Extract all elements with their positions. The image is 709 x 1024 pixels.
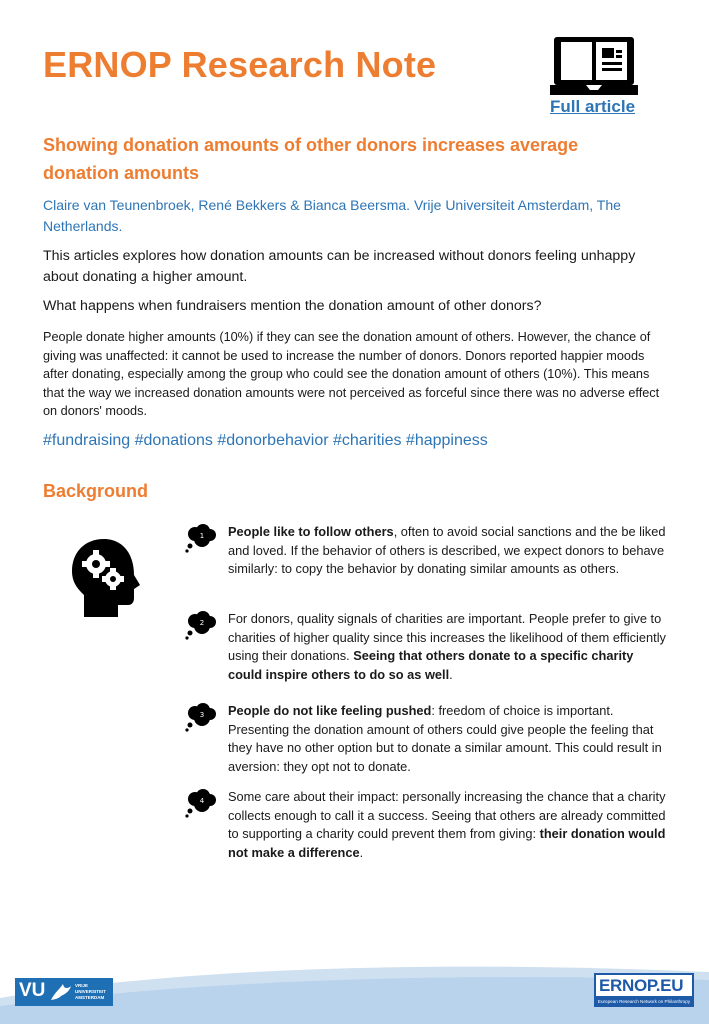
bubble-number: 2 bbox=[199, 619, 205, 627]
vu-logo[interactable]: VU VRIJE UNIVERSITEIT AMSTERDAM bbox=[15, 978, 113, 1006]
background-item-text: Some care about their impact: personally increasing the chance that a charity collects enough to call it a success. Seeing that others are already committed to supporting a charity could prevent them from giving: their donation would not make a difference. bbox=[228, 789, 666, 861]
article-subtitle: Showing donation amounts of other donors increases average donation amounts bbox=[43, 135, 579, 183]
griffin-emblem-icon bbox=[49, 982, 73, 1002]
open-book-icon[interactable] bbox=[550, 33, 638, 99]
thought-bubble-icon bbox=[185, 702, 219, 732]
article-authors: Claire van Teunenbroek, René Bekkers & Bianca Beersma. Vrije Universiteit Amsterdam, The Netherlands. bbox=[43, 197, 621, 234]
ernop-logo[interactable]: ERNOP.EU European Research Network on Philanthropy bbox=[594, 973, 694, 1007]
background-item-text: People do not like feeling pushed: freedom of choice is important. Presenting the donation amount of others could give people the feeling that they have no other option but to donate a similar amount. This could result in aversion: they opt not to donate. bbox=[228, 703, 662, 775]
bubble-number: 3 bbox=[199, 711, 205, 719]
page-title: ERNOP Research Note bbox=[43, 44, 437, 85]
article-intro: This articles explores how donation amounts can be increased without donors feeling unhappy about donating a higher amount. bbox=[43, 248, 636, 285]
thought-bubble-icon bbox=[185, 523, 219, 553]
thought-bubble-icon bbox=[185, 788, 219, 818]
thought-bubble-icon bbox=[185, 610, 219, 640]
background-item-text: People like to follow others, often to avoid social sanctions and the be liked and loved. If the behavior of others is described, we expect donors to behave similarly: to copy the behavior by donating similar amounts as others. bbox=[228, 524, 666, 577]
background-heading: Background bbox=[43, 481, 149, 501]
research-question: What happens when fundraisers mention the donation amount of other donors? bbox=[43, 298, 542, 314]
bubble-number: 4 bbox=[199, 797, 205, 805]
head-gears-icon bbox=[70, 537, 142, 619]
findings-summary: People donate higher amounts (10%) if they can see the donation amount of others. However, the chance of giving was unaffected: it cannot be used to increase the number of donors. Donors reported happier moods after donating, especially among the group who could see the donation amount of others (10%). This means that the way we increased donation amounts were not perceived as forceful since there was no adverse effect on donors' moods. bbox=[43, 330, 660, 419]
bubble-number: 1 bbox=[199, 532, 205, 540]
background-item-text: For donors, quality signals of charities are important. People prefer to give to charities of higher quality since this increases the likelihood of them efficiently using their donations. Seeing that others donate to a specific charity could inspire others to do so as well. bbox=[228, 611, 666, 683]
hashtags: #fundraising #donations #donorbehavior #charities #happiness bbox=[43, 432, 488, 449]
full-article-link[interactable]: Full article bbox=[550, 97, 636, 116]
